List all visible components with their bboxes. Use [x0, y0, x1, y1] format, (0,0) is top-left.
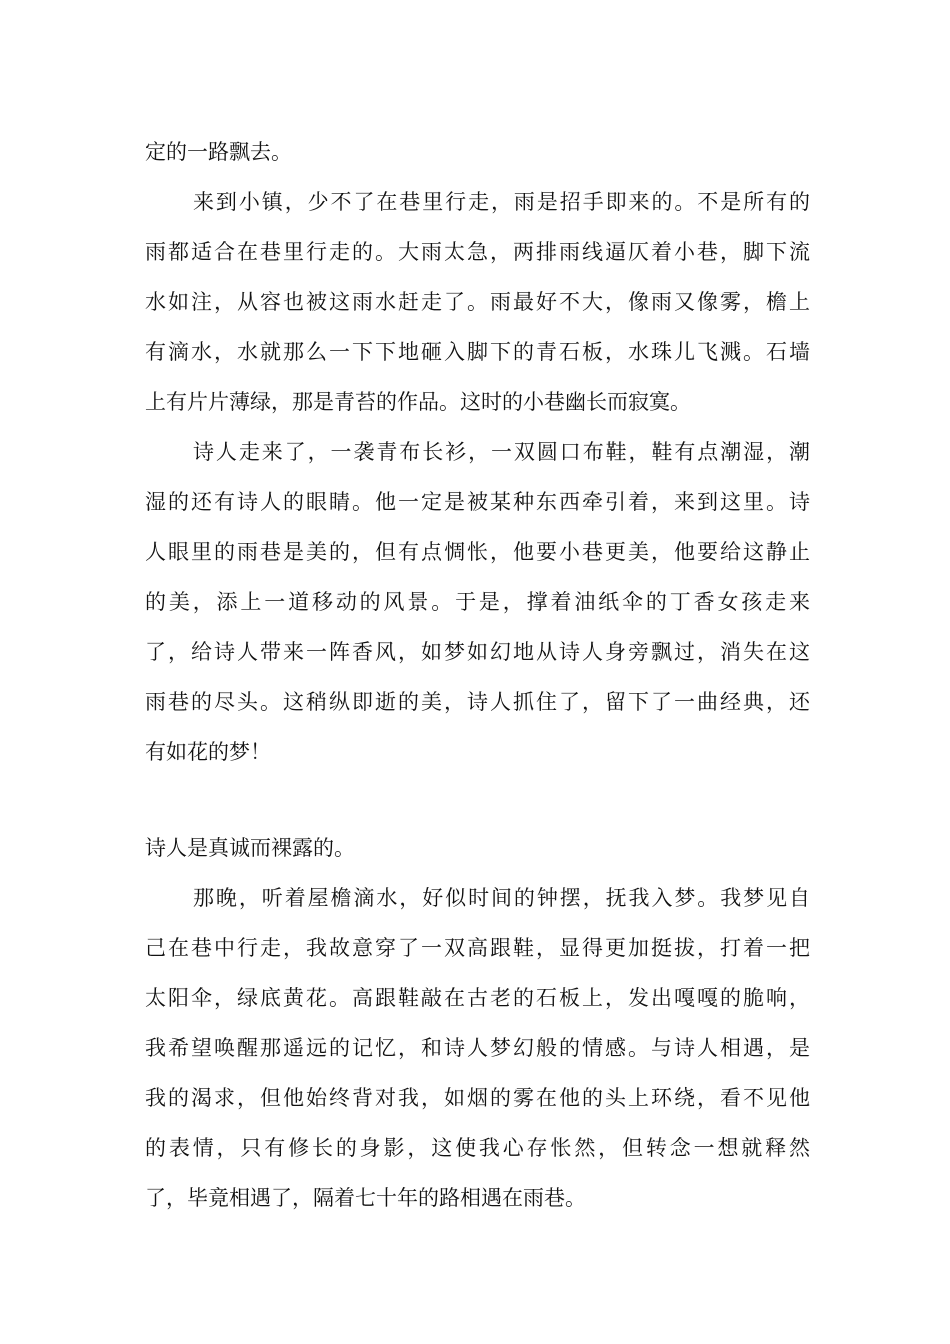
text-section-1 — [145, 127, 810, 777]
section-lead-line: 诗人是真诚而裸露的。 — [145, 836, 355, 860]
paragraph-3-line-5: 了，给诗人带来一阵香风，如梦如幻地从诗人身旁飘过，消失在这 — [145, 640, 810, 664]
paragraph-3-line-3: 人眼里的雨巷是美的，但有点惆怅，他要小巷更美，他要给这静止 — [145, 540, 810, 564]
paragraph-2-line-1: 来到小镇，少不了在巷里行走，雨是招手即来的。不是所有的 — [193, 190, 810, 214]
paragraph-4-line-4: 我希望唤醒那遥远的记忆，和诗人梦幻般的情感。与诗人相遇，是 — [145, 1036, 810, 1060]
paragraph-4-line-6: 的表情，只有修长的身影，这使我心存怅然，但转念一想就释然 — [145, 1136, 810, 1160]
paragraph-4-line-5: 我的渴求，但他始终背对我，如烟的雾在他的头上环绕，看不见他 — [145, 1086, 810, 1110]
paragraph-2-line-2: 雨都适合在巷里行走的。大雨太急，两排雨线逼仄着小巷，脚下流 — [145, 240, 810, 264]
paragraph-3-line-2: 湿的还有诗人的眼睛。他一定是被某种东西牵引着，来到这里。诗 — [145, 490, 810, 514]
paragraph-3-line-4: 的美，添上一道移动的风景。于是，撑着油纸伞的丁香女孩走来 — [145, 590, 810, 614]
paragraph-3-line-7: 有如花的梦！ — [145, 740, 271, 764]
paragraph-3-line-6: 雨巷的尽头。这稍纵即逝的美，诗人抓住了，留下了一曲经典，还 — [145, 690, 810, 714]
text-section-2 — [145, 823, 810, 1223]
paragraph-2-line-5: 上有片片薄绿，那是青苔的作品。这时的小巷幽长而寂寞。 — [145, 390, 691, 414]
paragraph-4-line-2: 己在巷中行走，我故意穿了一双高跟鞋，显得更加挺拔，打着一把 — [145, 936, 810, 960]
paragraph-4-line-1: 那晚，听着屋檐滴水，好似时间的钟摆，抚我入梦。我梦见自 — [193, 886, 810, 910]
paragraph-3-line-1: 诗人走来了，一袭青布长衫，一双圆口布鞋，鞋有点潮湿，潮 — [193, 440, 810, 464]
paragraph-2-line-3: 水如注，从容也被这雨水赶走了。雨最好不大，像雨又像雾，檐上 — [145, 290, 810, 314]
paragraph-4-line-3: 太阳伞，绿底黄花。高跟鞋敲在古老的石板上，发出嘎嘎的脆响， — [145, 986, 810, 1010]
paragraph-4-line-7: 了，毕竟相遇了，隔着七十年的路相遇在雨巷。 — [145, 1186, 586, 1210]
paragraph-continuation-line: 定的一路飘去。 — [145, 140, 292, 164]
paragraph-2-line-4: 有滴水，水就那么一下下地砸入脚下的青石板，水珠儿飞溅。石墙 — [145, 340, 810, 364]
